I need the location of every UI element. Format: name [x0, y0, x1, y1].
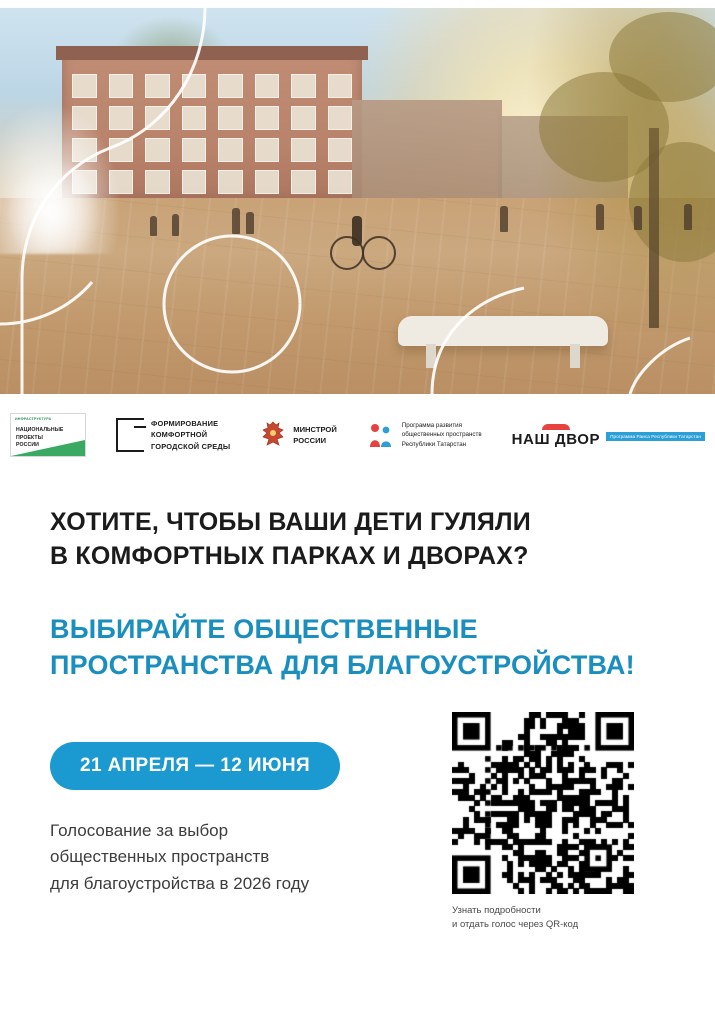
- logo-national-projects-russia: [10, 413, 86, 457]
- logo-ms-line1: МИНСТРОЙ: [293, 424, 337, 434]
- tree-trunk: [649, 128, 659, 328]
- partner-logos-row: [0, 404, 715, 466]
- logo-minstroy-rossii: [260, 420, 337, 450]
- logo-np-line3: РОССИИ: [16, 442, 39, 449]
- logo-tat-line1: Программа развития: [401, 422, 462, 430]
- logo-programma-tatarstan: [367, 421, 482, 449]
- subheadline: [50, 612, 670, 684]
- logo-nd-title: НАШ ДВОР: [512, 424, 601, 447]
- fountain-basin: [6, 158, 102, 250]
- person-silhouette: [232, 208, 240, 234]
- description-line-1: Голосование за выбор: [50, 821, 229, 840]
- qr-code[interactable]: [452, 712, 634, 894]
- headline-line-1: ХОТИТЕ, ЧТОБЫ ВАШИ ДЕТИ ГУЛЯЛИ: [50, 508, 531, 536]
- house-icon: [116, 418, 144, 452]
- qr-caption-line-2: и отдать голос через QR-код: [452, 918, 579, 930]
- hero-photo: [0, 8, 715, 394]
- building-roof: [56, 46, 368, 60]
- building-secondary: [352, 100, 502, 204]
- logo-np-line2: ПРОЕКТЫ: [16, 434, 43, 441]
- double-headed-eagle-icon: [260, 420, 286, 450]
- headline-line-2: В КОМФОРТНЫХ ПАРКАХ И ДВОРАХ?: [50, 541, 529, 570]
- person-silhouette: [500, 206, 508, 232]
- logo-komfortnaya-gorodskaya-sreda: [116, 418, 230, 452]
- person-silhouette: [172, 214, 179, 236]
- logo-np-tagline: ИНФРАСТРУКТУРА: [15, 417, 52, 421]
- qr-caption-line-1: Узнать подробности: [452, 905, 541, 916]
- bench: [398, 316, 608, 346]
- logo-nd-subtitle: Программа Раиса Республики Татарстан: [606, 432, 705, 441]
- logo-ms-line2: РОССИИ: [293, 436, 327, 445]
- bottom-margin: [0, 1006, 715, 1022]
- logo-nash-dvor: [512, 424, 705, 447]
- person-silhouette: [150, 216, 157, 236]
- logo-fks-line1: ФОРМИРОВАНИЕ: [151, 419, 219, 429]
- cyclist-silhouette: [330, 214, 396, 270]
- person-silhouette: [596, 204, 604, 230]
- tree-right: [509, 8, 715, 332]
- logo-tat-line3: Республики Татарстан: [401, 440, 467, 448]
- person-silhouette: [634, 206, 642, 230]
- description-line-2: общественных пространств: [50, 847, 270, 867]
- date-badge: 21 АПРЕЛЯ — 12 ИЮНЯ: [50, 742, 340, 790]
- subheadline-line-1: ВЫБИРАЙТЕ ОБЩЕСТВЕННЫЕ: [50, 614, 478, 644]
- logo-np-line1: НАЦИОНАЛЬНЫЕ: [16, 427, 64, 433]
- logo-fks-line2: КОМФОРТНОЙ: [151, 430, 208, 440]
- qr-caption: [452, 904, 640, 932]
- qr-block: [452, 712, 640, 932]
- person-silhouette: [684, 204, 692, 230]
- subheadline-line-2: ПРОСТРАНСТВА ДЛЯ БЛАГОУСТРОЙСТВА!: [50, 649, 635, 680]
- headline: [50, 506, 650, 574]
- logo-fks-line3: ГОРОДСКОЙ СРЕДЫ: [151, 441, 231, 451]
- person-silhouette: [246, 212, 254, 234]
- logo-tat-line2: общественных пространств: [401, 431, 482, 439]
- description-text: [50, 818, 400, 897]
- abstract-people-icon: [367, 421, 395, 449]
- description-line-3: для благоустройства в 2026 году: [50, 873, 310, 893]
